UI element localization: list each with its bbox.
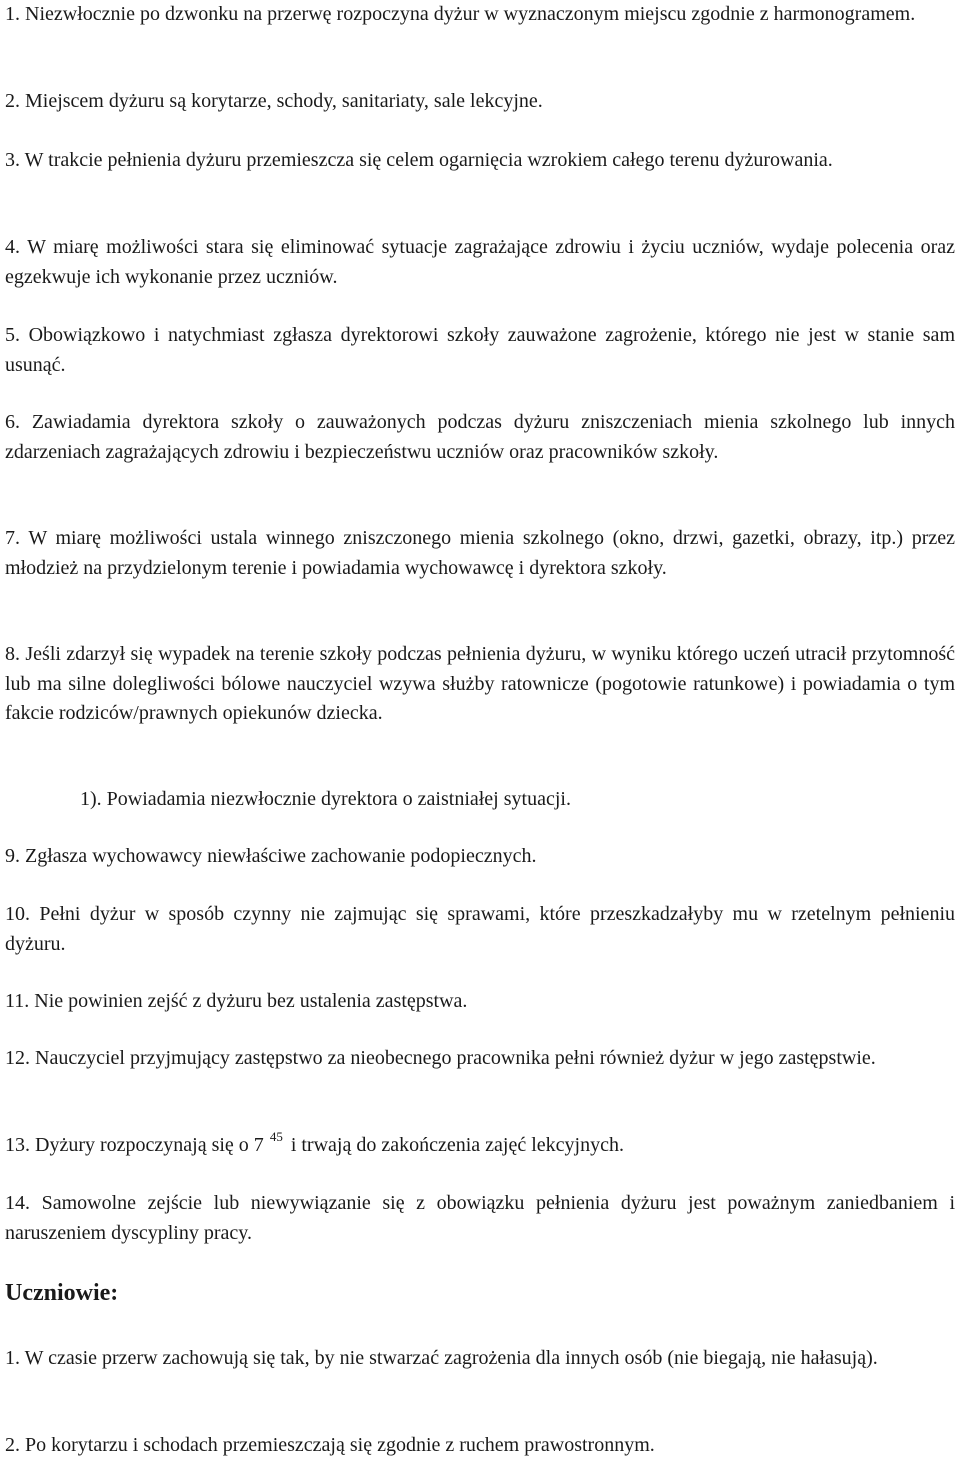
teacher-rule-3 — [5, 146, 955, 176]
rule-number: 1. — [5, 3, 20, 25]
teacher-rule-14 — [5, 1189, 955, 1248]
rule-number: 8. — [5, 643, 20, 665]
teacher-rule-2 — [5, 87, 955, 117]
rule-text: Zawiadamia dyrektora szkoły o zauważonych podczas dyżuru zniszczeniach mienia szkolnego lub innych zdarzeniach zagrażających zdrowiu i bezpieczeństwu uczniów oraz pracowników szkoły. — [5, 411, 956, 463]
sub-text: Powiadamia niezwłocznie dyrektora o zaistniałej sytuacji. — [106, 788, 571, 810]
teacher-rule-11 — [5, 987, 955, 1017]
rule-number: 3. — [5, 149, 20, 171]
rule-number: 6. — [5, 411, 20, 433]
rule-number: 7. — [5, 527, 20, 549]
teacher-rule-6 — [5, 408, 955, 467]
rule-number: 5. — [5, 324, 20, 346]
teacher-rule-1 — [5, 0, 955, 30]
teacher-rule-8-sub-1 — [80, 785, 571, 815]
rule-text: Niezwłocznie po dzwonku na przerwę rozpoczyna dyżur w wyznaczonym miejscu zgodnie z harmonogramem. — [25, 3, 916, 25]
rule-number: 13. — [5, 1134, 30, 1156]
rule-text: Nie powinien zejść z dyżuru bez ustalenia zastępstwa. — [34, 990, 468, 1012]
rule-text: Zgłasza wychowawcy niewłaściwe zachowanie podopiecznych. — [25, 845, 537, 867]
rule-number: 9. — [5, 845, 20, 867]
students-heading: Uczniowie: — [5, 1280, 119, 1306]
sub-number: 1). — [80, 788, 102, 810]
rule-number: 10. — [5, 903, 30, 925]
rule-text: Nauczyciel przyjmujący zastępstwo za nieobecnego pracownika pełni również dyżur w jego zastępstwie. — [35, 1047, 876, 1069]
rule-number: 11. — [5, 990, 30, 1012]
rule-text: Obowiązkowo i natychmiast zgłasza dyrektorowi szkoły zauważone zagrożenie, którego nie jest w stanie sam usunąć. — [5, 324, 955, 376]
teacher-rule-4 — [5, 233, 955, 292]
rule-number: 4. — [5, 236, 20, 258]
rule-text: W czasie przerw zachowują się tak, by nie stwarzać zagrożenia dla innych osób (nie biegają, nie hałasują). — [24, 1347, 878, 1369]
teacher-rule-13 — [5, 1131, 955, 1161]
teacher-rule-7 — [5, 524, 955, 583]
rule-number: 14. — [5, 1192, 30, 1214]
rule-text: W miarę możliwości ustala winnego zniszczonego mienia szkolnego (okno, drzwi, gazetki, obrazy, itp.) przez młodzież na przydzielonym terenie i powiadamia wychowawcę i dyrektora szkoły. — [5, 527, 956, 579]
teacher-rule-8 — [5, 640, 955, 729]
rule-text: Dyżury rozpoczynają się o 7 — [35, 1134, 264, 1156]
rule-text: Miejscem dyżuru są korytarze, schody, sanitariaty, sale lekcyjne. — [25, 90, 543, 112]
rule-text: Samowolne zejście lub niewywiązanie się z obowiązku pełnienia dyżuru jest poważnym zaniedbaniem i naruszeniem dyscypliny pracy. — [5, 1192, 955, 1244]
teacher-rule-12 — [5, 1044, 955, 1074]
teacher-rule-5 — [5, 321, 955, 380]
student-rule-2 — [5, 1431, 955, 1461]
rule-text: Pełni dyżur w sposób czynny nie zajmując się sprawami, które przeszkadzałyby mu w rzetelnym pełnieniu dyżuru. — [5, 903, 955, 955]
teacher-rule-10 — [5, 900, 955, 959]
rule-text: Jeśli zdarzył się wypadek na terenie szkoły podczas pełnienia dyżuru, w wyniku którego uczeń utracił przytomność lub ma silne dolegliwości bólowe nauczyciel wzywa służby ratownicze (pogotowie ratunkowe) i powiadamia o tym fakcie rodziców/prawnych opiekunów dziecka. — [5, 643, 955, 724]
rule-number: 12. — [5, 1047, 30, 1069]
rule-number: 1. — [5, 1347, 20, 1369]
time-superscript: 45 — [269, 1129, 283, 1144]
rule-text: Po korytarzu i schodach przemieszczają się zgodnie z ruchem prawostronnym. — [25, 1434, 655, 1456]
teacher-rule-9 — [5, 842, 955, 872]
rule-number: 2. — [5, 1434, 20, 1456]
rule-text: W trakcie pełnienia dyżuru przemieszcza się celem ogarnięcia wzrokiem całego terenu dyżurowania. — [24, 149, 833, 171]
student-rule-1 — [5, 1344, 955, 1374]
rule-text: W miarę możliwości stara się eliminować sytuacje zagrażające zdrowiu i życiu uczniów, wydaje polecenia oraz egzekwuje ich wykonanie przez uczniów. — [5, 236, 955, 288]
rule-text-continued: i trwają do zakończenia zajęć lekcyjnych. — [290, 1134, 624, 1156]
rule-number: 2. — [5, 90, 20, 112]
